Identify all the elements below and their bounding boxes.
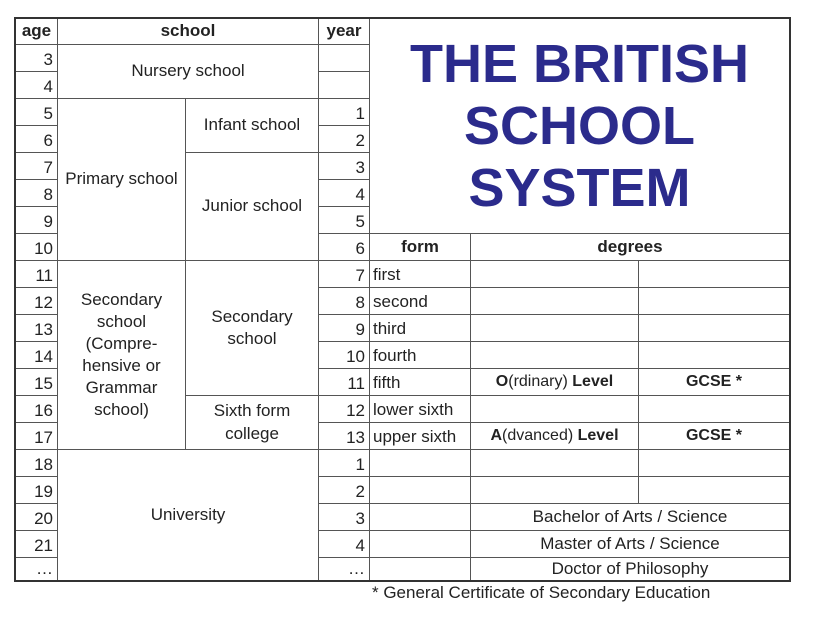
- age-cell: 9: [16, 207, 58, 234]
- secondary-school-line: school: [227, 329, 277, 348]
- degree-cell: [471, 261, 639, 288]
- o-level-initial: O: [495, 372, 509, 390]
- degree-cell: [639, 261, 789, 288]
- degree-cell: [471, 315, 639, 342]
- infant-school: Infant school: [186, 99, 319, 153]
- year-cell: 7: [319, 261, 370, 288]
- year-cell: 4: [319, 180, 370, 207]
- header-year: year: [319, 19, 370, 45]
- secondary-line: school): [94, 400, 149, 420]
- age-cell: 11: [16, 261, 58, 288]
- age-cell: 17: [16, 423, 58, 450]
- age-cell: 18: [16, 450, 58, 477]
- header-school: school: [58, 19, 319, 45]
- year-cell: 8: [319, 288, 370, 315]
- year-cell: 13: [319, 423, 370, 450]
- form-cell: [370, 450, 471, 477]
- degree-cell: [639, 477, 789, 504]
- form-cell: fifth: [370, 369, 471, 396]
- form-cell: [370, 477, 471, 504]
- secondary-school: [186, 261, 319, 396]
- year-cell: …: [319, 558, 370, 580]
- form-cell: second: [370, 288, 471, 315]
- year-cell: 4: [319, 531, 370, 558]
- form-cell: lower sixth: [370, 396, 471, 423]
- bachelor-degree: Bachelor of Arts / Science: [471, 504, 789, 531]
- form-cell: fourth: [370, 342, 471, 369]
- a-level-initial: A: [490, 426, 503, 444]
- university: University: [58, 450, 319, 580]
- sixth-form-line: Sixth form: [213, 401, 291, 421]
- age-cell: 15: [16, 369, 58, 396]
- o-level-mid: (rdinary): [508, 372, 573, 390]
- age-cell: 21: [16, 531, 58, 558]
- year-cell: 6: [319, 234, 370, 261]
- secondary-line: Grammar: [85, 378, 158, 398]
- age-cell: 4: [16, 72, 58, 99]
- secondary-line: (Compre-: [85, 333, 158, 353]
- year-cell: 2: [319, 477, 370, 504]
- form-cell: upper sixth: [370, 423, 471, 450]
- junior-school: Junior school: [186, 153, 319, 261]
- year-cell: 12: [319, 396, 370, 423]
- sixth-form-college: [186, 396, 319, 450]
- degree-cell: [639, 315, 789, 342]
- year-cell: 3: [319, 504, 370, 531]
- age-cell: 10: [16, 234, 58, 261]
- age-cell: 20: [16, 504, 58, 531]
- header-degrees: degrees: [471, 234, 789, 261]
- degree-cell: [471, 288, 639, 315]
- degree-cell: [471, 450, 639, 477]
- form-cell: first: [370, 261, 471, 288]
- year-cell: 10: [319, 342, 370, 369]
- title-line-2: SCHOOL: [463, 95, 695, 156]
- o-level: [471, 369, 639, 396]
- age-cell: 8: [16, 180, 58, 207]
- secondary-line: Secondary: [80, 289, 163, 309]
- year-cell: 1: [319, 99, 370, 126]
- year-cell: [319, 45, 370, 72]
- year-cell: 5: [319, 207, 370, 234]
- o-level-word: Level: [572, 372, 614, 390]
- age-cell: 6: [16, 126, 58, 153]
- a-level-mid: (dvanced): [502, 426, 578, 444]
- year-cell: 3: [319, 153, 370, 180]
- school-system-table: [14, 17, 791, 582]
- sixth-form-line: college: [225, 423, 279, 443]
- a-level: [471, 423, 639, 450]
- year-cell: [319, 72, 370, 99]
- age-cell: 19: [16, 477, 58, 504]
- header-age: age: [16, 19, 58, 45]
- form-cell: third: [370, 315, 471, 342]
- secondary-school-line: Secondary: [211, 306, 293, 326]
- year-cell: 1: [319, 450, 370, 477]
- nursery-school: Nursery school: [58, 45, 319, 99]
- degree-cell: [639, 288, 789, 315]
- form-cell: [370, 531, 471, 558]
- primary-school: Primary school: [58, 99, 186, 261]
- doctor-degree: Doctor of Philosophy: [551, 558, 709, 578]
- a-level-word: Level: [577, 426, 619, 444]
- degree-cell: [639, 396, 789, 423]
- age-cell: 16: [16, 396, 58, 423]
- age-cell: 12: [16, 288, 58, 315]
- year-cell: 2: [319, 126, 370, 153]
- age-cell: 13: [16, 315, 58, 342]
- degree-cell: [471, 396, 639, 423]
- degree-cell: [471, 342, 639, 369]
- secondary-comprehensive: [58, 261, 186, 450]
- gcse-o: GCSE *: [639, 369, 789, 396]
- age-cell: 14: [16, 342, 58, 369]
- gcse-a: GCSE *: [639, 423, 789, 450]
- header-form: form: [370, 234, 471, 261]
- age-cell: 3: [16, 45, 58, 72]
- degree-cell: [639, 342, 789, 369]
- year-cell: 11: [319, 369, 370, 396]
- age-cell: 5: [16, 99, 58, 126]
- form-cell: [370, 504, 471, 531]
- title-line-1: THE BRITISH: [409, 33, 749, 94]
- page-title: [370, 19, 789, 234]
- title-line-3: SYSTEM: [468, 158, 691, 219]
- secondary-line: hensive or: [82, 356, 161, 375]
- degree-cell: [471, 477, 639, 504]
- degree-cell: [639, 450, 789, 477]
- secondary-line: school: [96, 311, 147, 331]
- age-cell: …: [16, 558, 58, 580]
- master-degree: Master of Arts / Science: [471, 531, 789, 558]
- age-cell: 7: [16, 153, 58, 180]
- form-cell: [370, 558, 471, 580]
- year-cell: 9: [319, 315, 370, 342]
- footnote: * General Certificate of Secondary Education: [372, 583, 711, 602]
